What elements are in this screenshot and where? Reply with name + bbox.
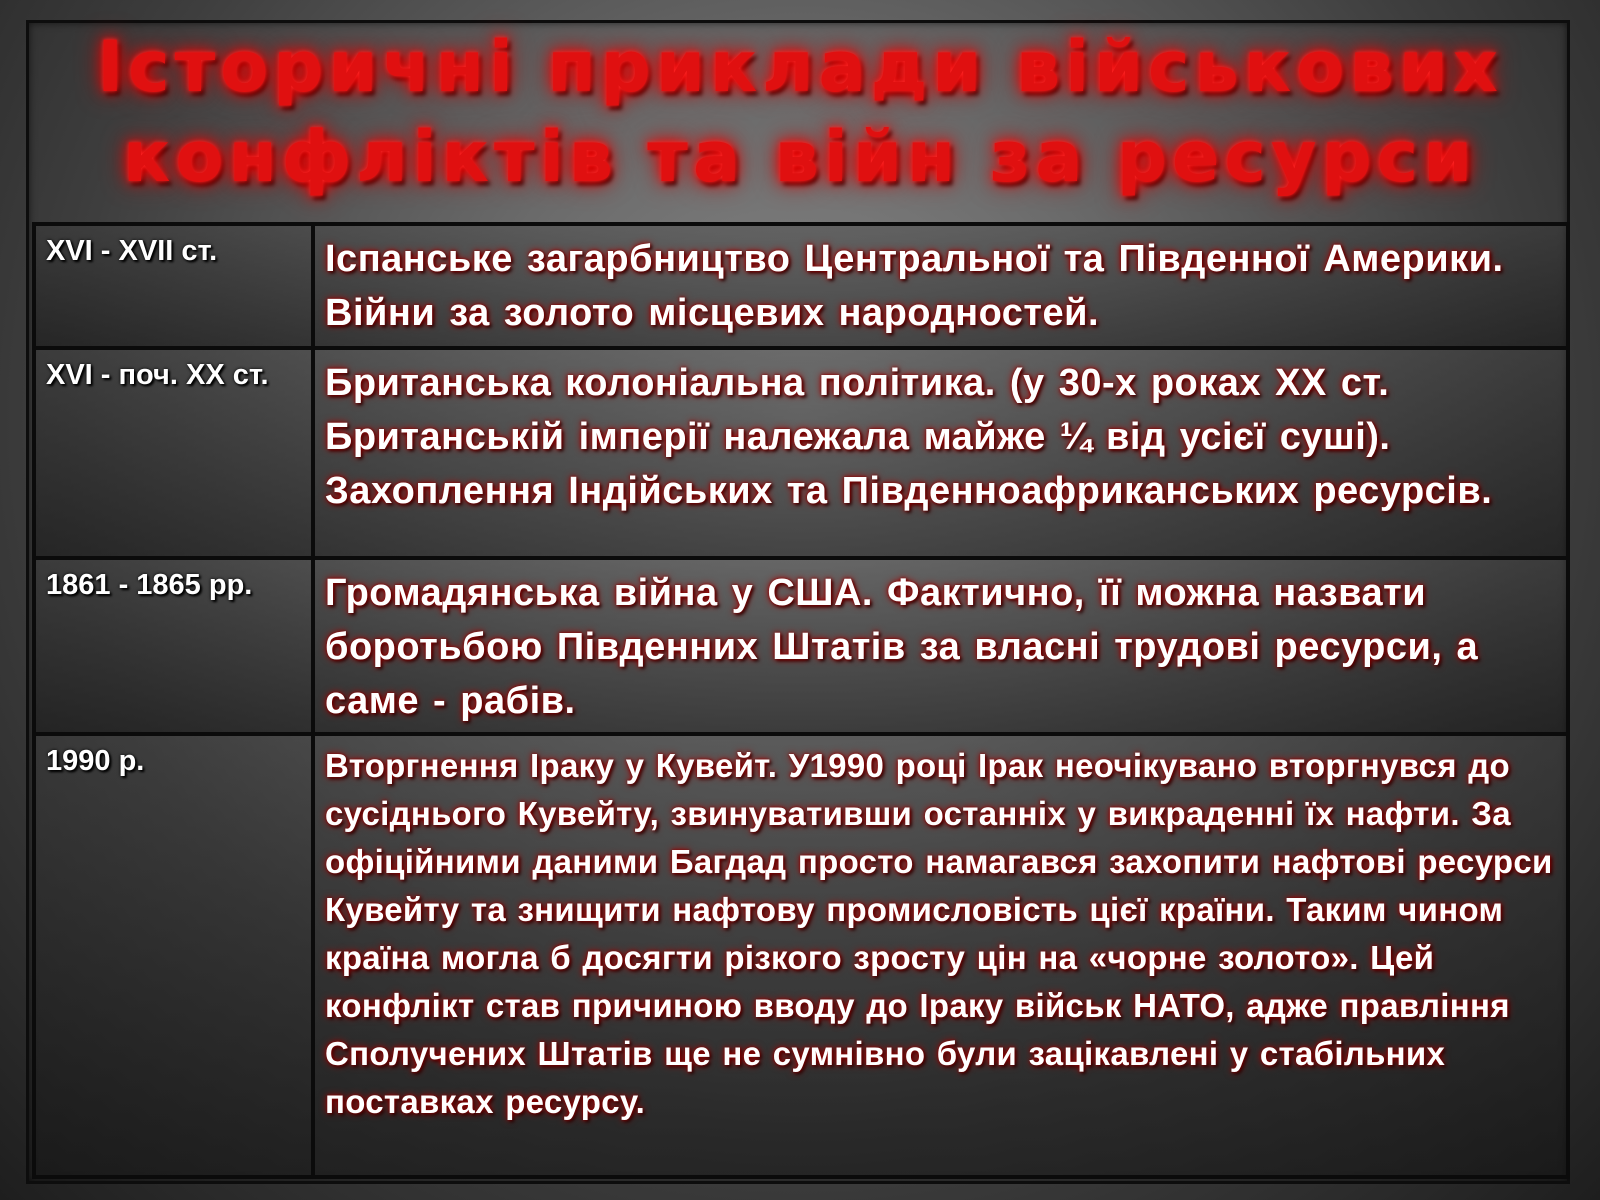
description-cell: Громадянська війна у США. Фактично, її можна назвати боротьбою Південних Штатів за власні трудові ресурси, а саме - рабів. [313,558,1568,734]
period-cell: XVI - поч. ХХ ст. [34,348,313,558]
period-cell: 1990 р. [34,734,313,1177]
table-row [34,348,1568,558]
table-row [34,224,1568,348]
table-row [34,734,1568,1177]
description-cell: Вторгнення Іраку у Кувейт. У1990 році Ірак неочікувано вторгнувся до сусіднього Кувейту, звинувативши останніх у викраденні їх нафти. За офіційними даними Багдад просто намагався захопити нафтові ресурси Кувейту та знищити нафтову промисловість цієї країни. Таким чином країна могла б досягти різкого зросту цін на «чорне золото». Цей конфлікт став причиною вводу до Іраку військ НАТО, адже правління Сполучених Штатів ще не сумнівно були зацікавлені у стабільних поставках ресурсу. [313,734,1568,1177]
description-cell: Британська колоніальна політика. (у 30-х роках ХХ ст. Британській імперії належала майже ¼ від усієї суші). Захоплення Індійських та Південноафриканських ресурсів. [313,348,1568,558]
conflicts-table [32,222,1570,1179]
title-line-2: конфліктів та війн за ресурси [122,116,1478,198]
description-cell: Іспанське загарбництво Центральної та Південної Америки. Війни за золото місцевих народностей. [313,224,1568,348]
title-line-1: Історичні приклади військових [97,26,1503,108]
period-cell: 1861 - 1865 рр. [34,558,313,734]
period-cell: XVI - XVII ст. [34,224,313,348]
slide-title [40,22,1560,212]
table-row [34,558,1568,734]
